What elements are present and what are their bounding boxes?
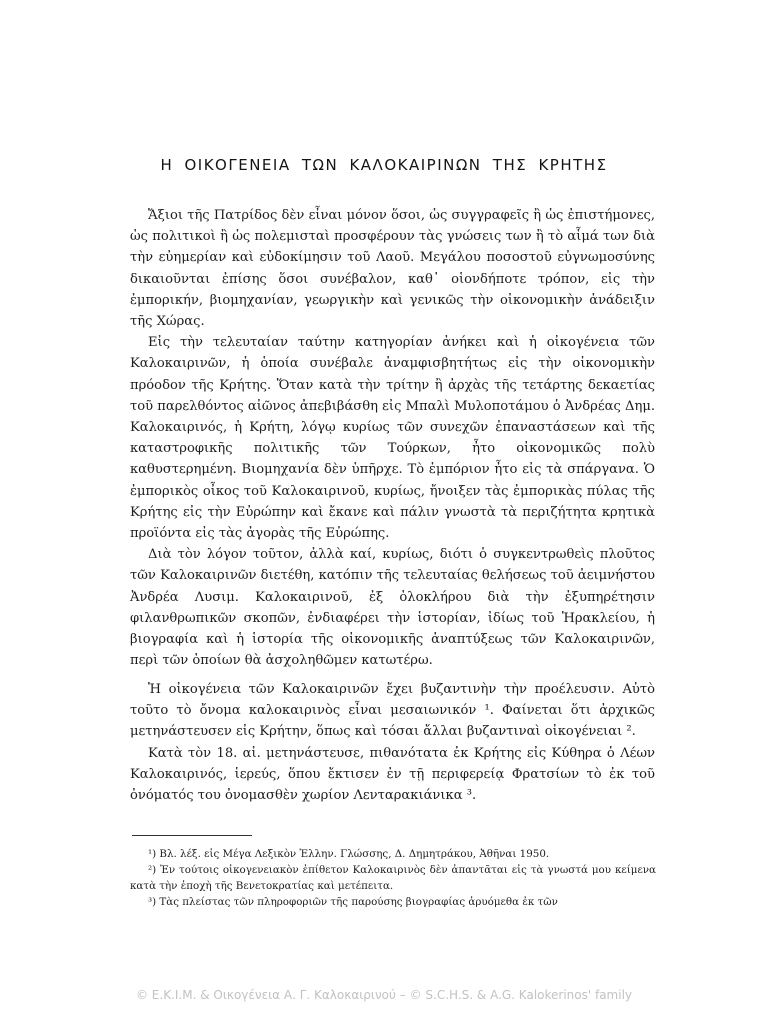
paragraph-2: Εἰς τὴν τελευταίαν ταύτην κατηγορίαν ἀνήκει καὶ ἡ οἰκογένεια τῶν Καλοκαιρινῶν, ἡ ὁποία συνέβαλε ἀναμφισβητήτως εἰς τὴν οἰκονομικὴν πρόοδον τῆς Κρήτης. Ὅταν κατὰ τὴν τρίτην ἢ ἀρχὰς τῆς τετάρτης δεκαετίας τοῦ παρελθόντος αἰῶνος ἀπεβιβάσθη εἰς Μπαλὶ Μυλοποτάμου ὁ Ἀνδρέας Δημ. Καλοκαιρινός, ἡ Κρήτη, λόγῳ κυρίως τῶν συνεχῶν ἐπαναστάσεων καὶ τῆς καταστροφικῆς πολιτικῆς τῶν Τούρκων, ἦτο οἰκονομικῶς πολὺ καθυστερημένη. Βιομηχανία δὲν ὑπῆρχε. Τὸ ἐμπόριον ἦτο εἰς τὰ σπάργανα. Ὁ ἐμπορικὸς οἶκος τοῦ Καλοκαιρινοῦ, κυρίως, ἤνοιξεν τὰς ἐμπορικὰς πύλας τῆς Κρήτης εἰς τὴν Εὐρώπην καὶ ἔκανε καὶ πάλιν γνωστὰ τὰ περιζήτητα κρητικὰ προϊόντα εἰς τὰς ἀγορὰς τῆς Εὐρώπης. — [130, 335, 655, 542]
paragraph-1: Ἄξιοι τῆς Πατρίδος δὲν εἶναι μόνον ὅσοι, ὡς συγγραφεῖς ἢ ὡς ἐπιστήμονες, ὡς πολιτικοὶ ἢ ὡς πολεμισταὶ προσφέρουν τὰς γνώσεις των ἢ τὸ αἷμά των διὰ τὴν εὐημερίαν καὶ εὐδοκίμησιν τοῦ Λαοῦ. Μεγάλου ποσοστοῦ εὐγνωμοσύνης δικαιοῦνται ἐπίσης ὅσοι συνέβαλον, καθ᾽ οἱονδήποτε τρόπον, εἰς τὴν ἐμπορικήν, βιομηχανίαν, γεωργικὴν καὶ γενικῶς τὴν οἰκονομικὴν ἀνάδειξιν τῆς Χώρας. — [130, 208, 655, 330]
footnote-1: ¹) Βλ. λέξ. εἰς Μέγα Λεξικὸν Ἑλλην. Γλώσσης, Δ. Δημητράκου, Ἀθῆναι 1950. — [148, 848, 550, 860]
footnotes — [130, 846, 656, 910]
paragraph-4: Ἡ οἰκογένεια τῶν Καλοκαιρινῶν ἔχει βυζαντινὴν τὴν προέλευσιν. Αὐτὸ τοῦτο τὸ ὄνομα καλοκαιρινὸς εἶναι μεσαιωνικόν ¹. Φαίνεται ὅτι ἀρχικῶς μετηνάστευσεν εἰς Κρήτην, ὅπως καὶ τόσαι ἄλλαι βυζαντιναὶ οἰκογένειαι ². — [130, 682, 655, 740]
body-section-2 — [130, 679, 655, 806]
paragraph-3: Διὰ τὸν λόγον τοῦτον, ἀλλὰ καί, κυρίως, διότι ὁ συγκεντρωθεὶς πλοῦτος τῶν Καλοκαιρινῶν διετέθη, κατόπιν τῆς τελευταίας θελήσεως τοῦ ἀειμνήστου Ἀνδρέα Λυσιμ. Καλοκαιρινοῦ, ἐξ ὁλοκλήρου διὰ τὴν ἐξυπηρέτησιν φιλανθρωπικῶν σκοπῶν, ἐνδιαφέρει τὴν ἱστορίαν, ἰδίως τοῦ Ἡρακλείου, ἡ βιογραφία καὶ ἡ ἱστορία τῆς οἰκονομικῆς ἀναπτύξεως τῶν Καλοκαιρινῶν, περὶ τῶν ὁποίων θὰ ἀσχοληθῶμεν κατωτέρω. — [130, 547, 655, 669]
copyright-watermark: © Ε.Κ.Ι.Μ. & Οικογένεια Α. Γ. Καλοκαιρινού – © S.C.H.S. & A.G. Kalokerinos' family — [135, 988, 633, 1002]
footnote-3: ³) Τὰς πλείστας τῶν πληροφοριῶν τῆς παρούσης βιογραφίας ἀρυόμεθα ἐκ τῶν — [148, 896, 558, 908]
footnote-2: ²) Ἐν τούτοις οἰκογενειακὸν ἐπίθετον Καλοκαιρινὸς δὲν ἀπαντᾶται εἰς τὰ γνωστά μου κείμενα κατὰ τὴν ἐποχὴ τῆς Βενετοκρατίας καὶ μετέπειτα. — [130, 864, 656, 892]
body-section-1 — [130, 205, 655, 671]
paragraph-5: Κατὰ τὸν 18. αἰ. μετηνάστευσε, πιθανότατα ἐκ Κρήτης εἰς Κύθηρα ὁ Λέων Καλοκαιρινός, ἱερεύς, ὅπου ἔκτισεν ἐν τῇ περιφερείᾳ Φρατσίων τὸ ἐκ τοῦ ὀνόματός του ὀνομασθὲν χωρίον Λενταρακιάνικα ³. — [130, 745, 655, 804]
footnote-divider — [132, 835, 252, 836]
page-title: Η ΟΙΚΟΓΕΝΕΙΑ ΤΩΝ ΚΑΛΟΚΑΙΡΙΝΩΝ ΤΗΣ ΚΡΗΤΗΣ — [160, 156, 608, 174]
